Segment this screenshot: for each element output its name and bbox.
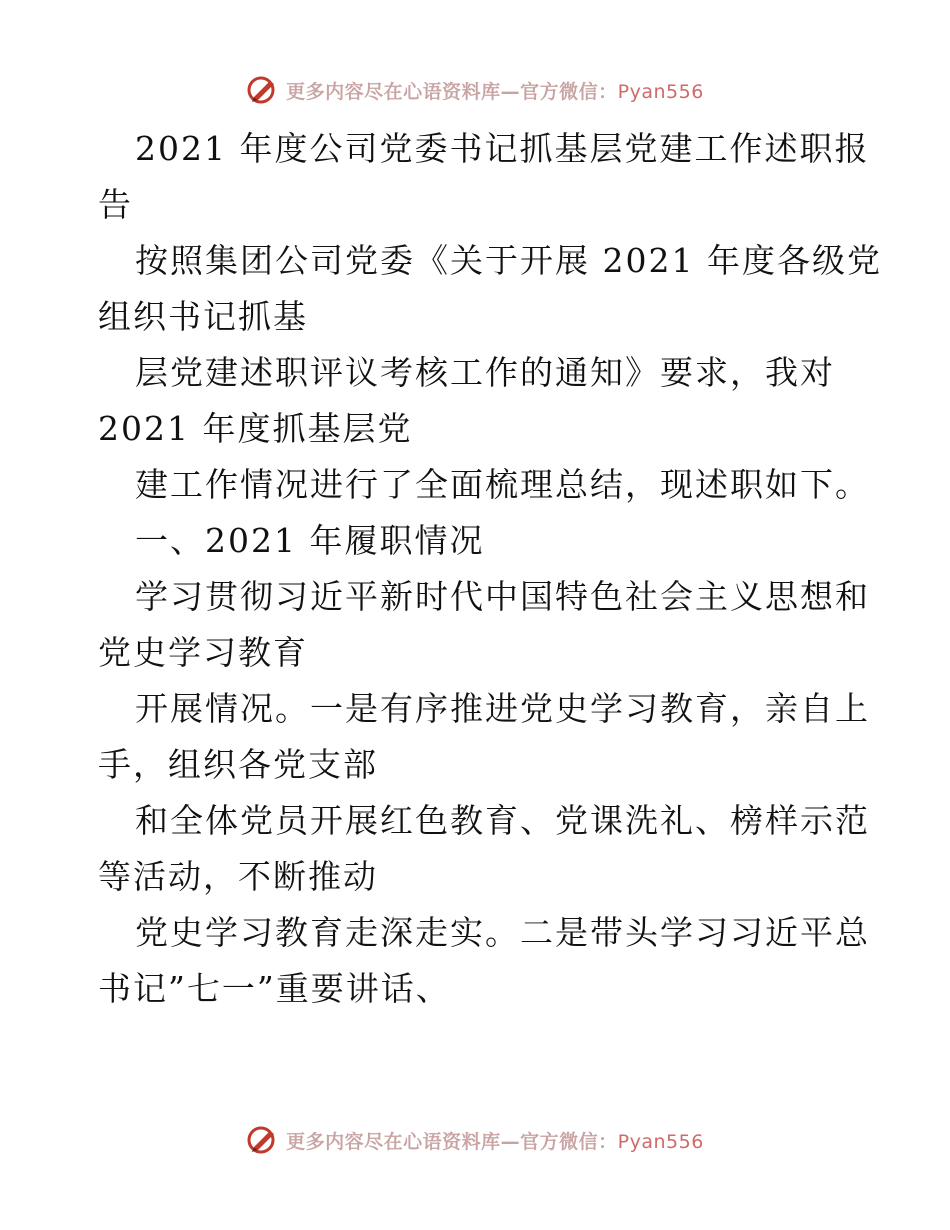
paragraph-line: 书记”七一”重要讲话、 xyxy=(98,969,451,1008)
section-heading: 一、2021 年履职情况 xyxy=(135,521,485,560)
paragraph-line: 开展情况。一是有序推进党史学习教育，亲自上 xyxy=(135,689,870,728)
doc-title-line-1: 2021 年度公司党委书记抓基层党建工作述职报 xyxy=(135,129,870,168)
pen-logo-icon xyxy=(246,1125,280,1155)
paragraph-line: 等活动，不断推动 xyxy=(98,857,378,896)
paragraph-line: 手，组织各党支部 xyxy=(98,745,378,784)
paragraph-line: 按照集团公司党委《关于开展 2021 年度各级党 xyxy=(135,241,882,280)
paragraph-line: 建工作情况进行了全面梳理总结，现述职如下。 xyxy=(135,465,870,504)
doc-title-line-2: 告 xyxy=(98,185,133,224)
paragraph-line: 组织书记抓基 xyxy=(98,297,308,336)
paragraph-line: 和全体党员开展红色教育、党课洗礼、榜样示范 xyxy=(135,801,870,840)
paragraph-line: 2021 年度抓基层党 xyxy=(98,409,413,448)
footer-watermark xyxy=(0,1120,950,1160)
watermark-text: 更多内容尽在心语资料库—官方微信：Pyan556 xyxy=(286,80,704,103)
paragraph-line: 层党建述职评议考核工作的通知》要求，我对 xyxy=(135,353,835,392)
paragraph-line: 党史学习教育 xyxy=(98,633,308,672)
watermark-text: 更多内容尽在心语资料库—官方微信：Pyan556 xyxy=(286,1130,704,1153)
paragraph-line: 党史学习教育走深走实。二是带头学习习近平总 xyxy=(135,913,870,952)
paragraph-line: 学习贯彻习近平新时代中国特色社会主义思想和 xyxy=(135,577,870,616)
